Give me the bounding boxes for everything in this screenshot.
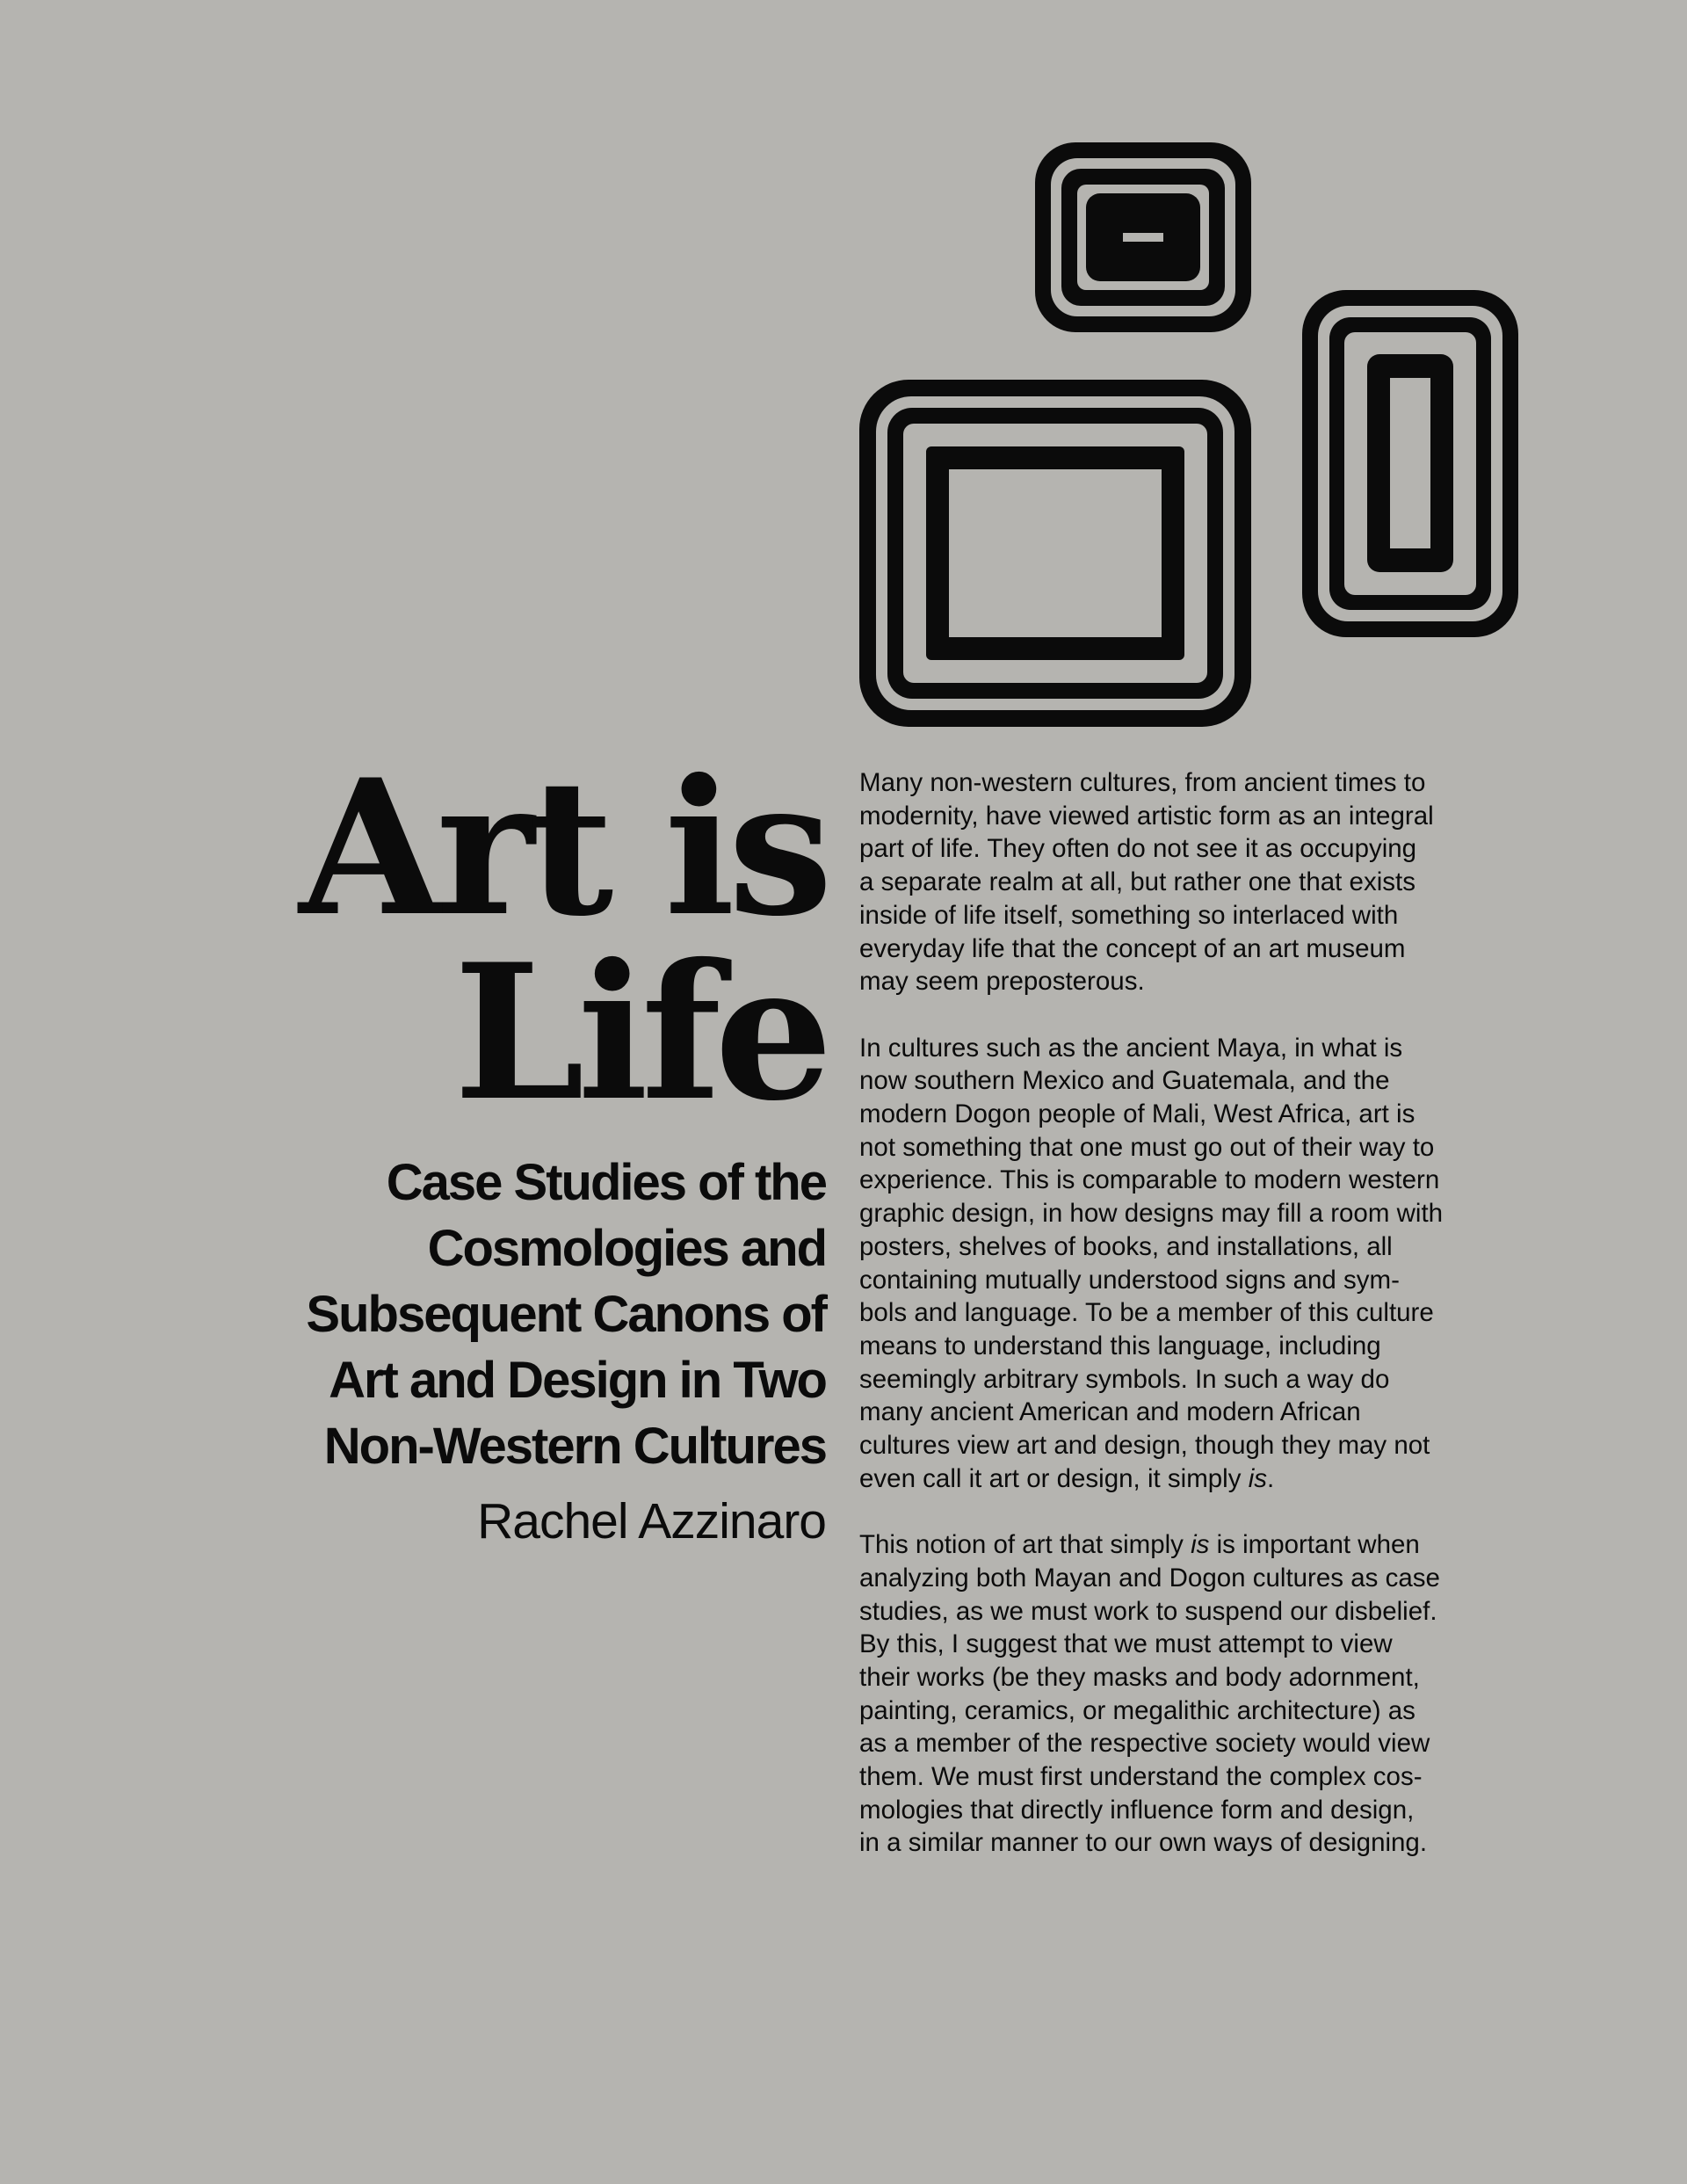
picture-frames-illustration — [0, 0, 1687, 791]
text-line: bols and language. To be a member of this culture — [859, 1298, 1434, 1328]
text-line: In cultures such as the ancient Maya, in what is — [859, 1033, 1403, 1063]
text-line: many ancient American and modern African — [859, 1397, 1361, 1427]
text-line: means to understand this language, including — [859, 1331, 1381, 1360]
text-line — [859, 1528, 1492, 1562]
paragraph-2 — [859, 1032, 1492, 1496]
picture-frames-icon — [859, 142, 1518, 727]
tall-frame — [1302, 290, 1518, 637]
text-line: studies, as we must work to suspend our disbelief. — [859, 1596, 1437, 1626]
text-line: containing mutually understood signs and sym- — [859, 1265, 1400, 1295]
text-line: a separate realm at all, but rather one that exists — [859, 867, 1415, 897]
subtitle-line: Subsequent Canons of — [306, 1286, 826, 1343]
text-line: experience. This is comparable to modern western — [859, 1165, 1440, 1195]
subtitle-line: Non-Western Cultures — [323, 1418, 826, 1475]
emphasis-is: is — [1248, 1463, 1267, 1493]
title-line-1: Art is — [299, 738, 826, 957]
page-title — [158, 738, 826, 1142]
text-line: now southern Mexico and Guatemala, and the — [859, 1066, 1390, 1096]
text-line: painting, ceramics, or megalithic architecture) as — [859, 1695, 1415, 1725]
text-line: not something that one must go out of their way to — [859, 1132, 1435, 1162]
text-line: as a member of the respective society would view — [859, 1729, 1430, 1759]
large-frame — [859, 380, 1251, 727]
text-fragment: . — [1267, 1463, 1275, 1493]
subtitle — [158, 1150, 826, 1479]
title-line-2: Life — [453, 923, 826, 1142]
text-line: them. We must first understand the complex cos- — [859, 1762, 1423, 1792]
small-frame — [1035, 142, 1251, 332]
text-line — [859, 1462, 1492, 1496]
text-fragment: even call it art or design, it simply — [859, 1463, 1249, 1493]
text-line: Many non-western cultures, from ancient times to — [859, 768, 1426, 797]
author-name: Rachel Azzinaro — [477, 1493, 826, 1549]
text-line: part of life. They often do not see it as occupying — [859, 834, 1417, 864]
paragraph-1 — [859, 766, 1492, 998]
text-line: posters, shelves of books, and installations, all — [859, 1231, 1393, 1261]
subtitle-line: Case Studies of the — [386, 1154, 826, 1211]
text-line: in a similar manner to our own ways of designing. — [859, 1828, 1428, 1858]
text-line: modernity, have viewed artistic form as an integral — [859, 801, 1434, 831]
text-line: modern Dogon people of Mali, West Africa, art is — [859, 1099, 1415, 1129]
subtitle-line: Art and Design in Two — [329, 1352, 826, 1409]
text-line: inside of life itself, something so interlaced with — [859, 900, 1399, 930]
emphasis-is: is — [1191, 1530, 1210, 1560]
text-line: By this, I suggest that we must attempt to view — [859, 1629, 1393, 1659]
subtitle-line: Cosmologies and — [427, 1220, 826, 1277]
text-fragment: is important when — [1209, 1530, 1420, 1560]
text-line: seemingly arbitrary symbols. In such a way do — [859, 1364, 1390, 1394]
text-line: their works (be they masks and body adornment, — [859, 1662, 1420, 1692]
text-line: cultures view art and design, though they may not — [859, 1431, 1430, 1461]
body-text — [859, 766, 1492, 1893]
text-line: mologies that directly influence form and design, — [859, 1795, 1415, 1825]
text-line: analyzing both Mayan and Dogon cultures as case — [859, 1563, 1440, 1593]
text-line: may seem preposterous. — [859, 967, 1145, 997]
paragraph-3 — [859, 1528, 1492, 1860]
text-fragment: This notion of art that simply — [859, 1530, 1191, 1560]
text-line: everyday life that the concept of an art museum — [859, 933, 1406, 963]
text-line: graphic design, in how designs may fill a room with — [859, 1199, 1444, 1229]
